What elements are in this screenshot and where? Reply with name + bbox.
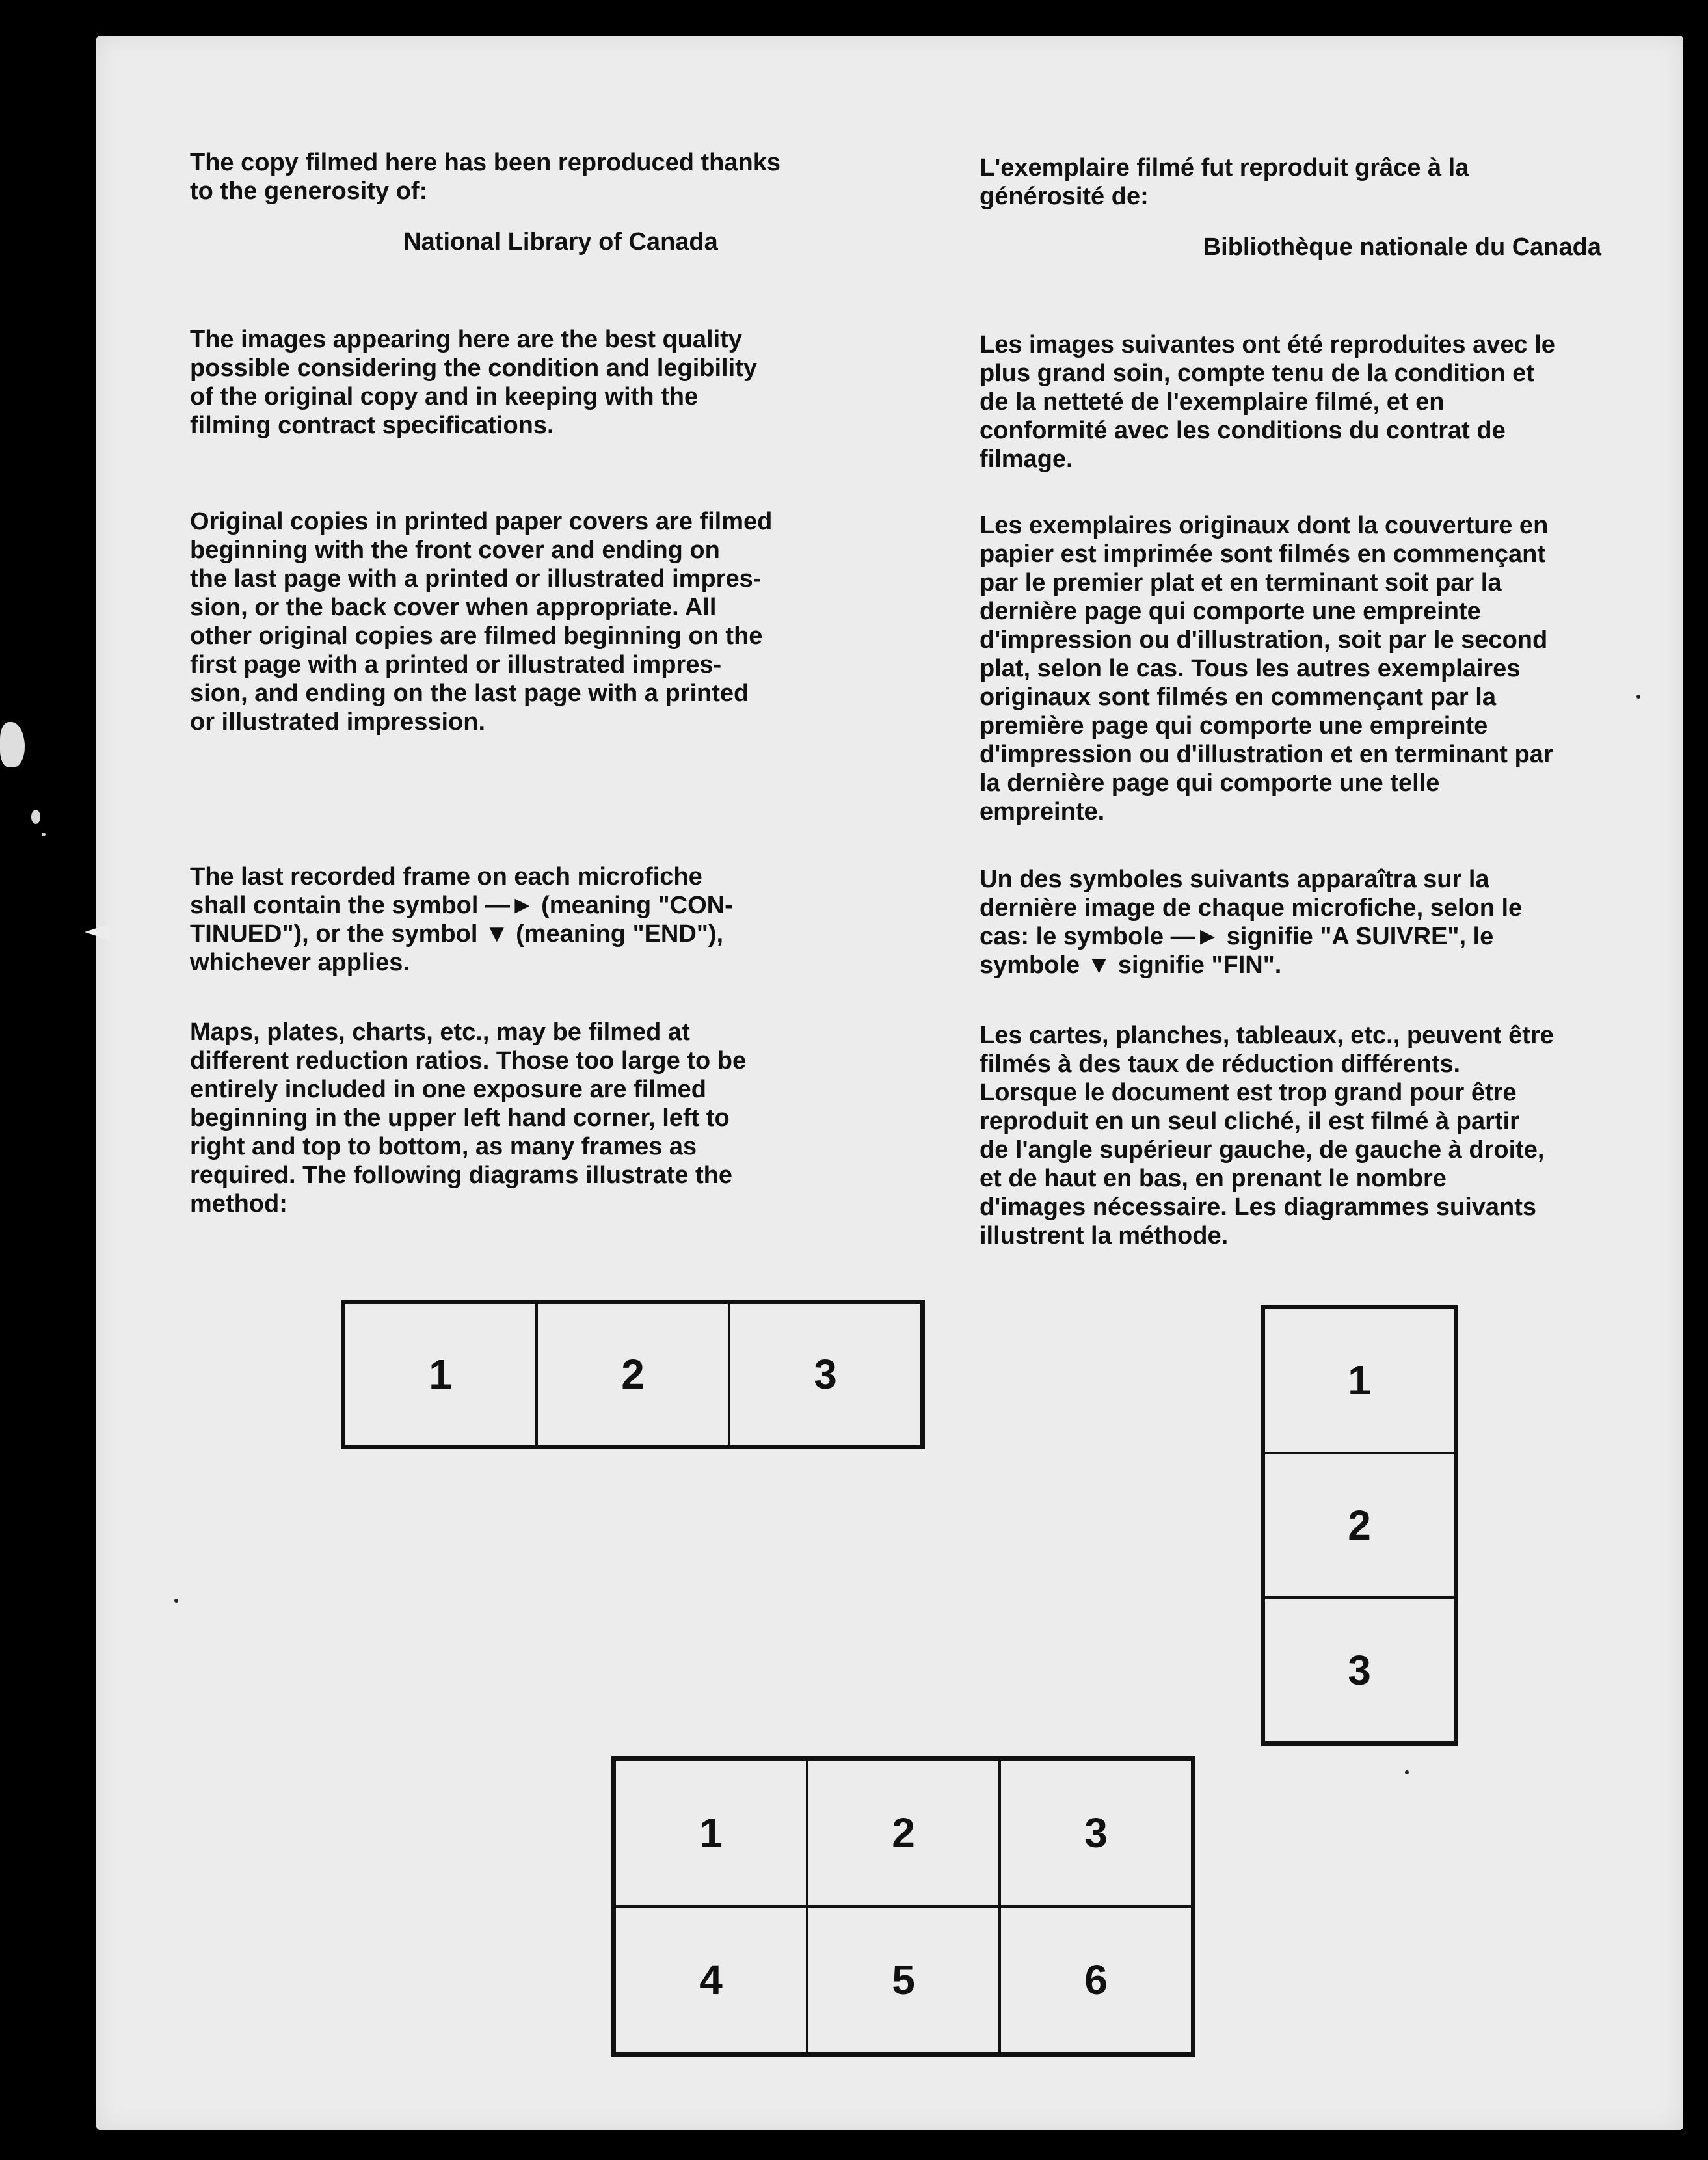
right-institution-name: Bibliothèque nationale du Canada <box>1203 233 1601 261</box>
diagram-cell: 3 <box>1000 1759 1192 1906</box>
vertical-frame-diagram <box>1261 1305 1458 1746</box>
diagram-cell: 3 <box>1264 1597 1455 1742</box>
horizontal-frame-diagram <box>341 1300 925 1449</box>
left-quality-text: The images appearing here are the best quality possible considering the condition and legibility of the original copy and in keeping with the filming contract specifications. <box>190 326 757 439</box>
right-last-frame-text: Un des symboles suivants apparaîtra sur la dernière image de chaque microfiche, selon le cas: le symbole —► signifie "A SUIVRE", le symbole ▼ signifie "FIN". <box>980 866 1523 979</box>
left-original-copies-text: Original copies in printed paper covers are filmed beginning with the front cover and ending on the last page with a printed or illustrated impres- sion, or the back cover when appropriate. All other original copies are filmed beginning on the first page with a printed or illustrated impres- sion, and ending on the last page with a printed or illustrated impression. <box>190 508 773 736</box>
right-credit-text: L'exemplaire filmé fut reproduit grâce à la générosité de: <box>980 154 1469 210</box>
diagram-cell: 3 <box>729 1303 922 1446</box>
scan-artifact <box>42 833 46 836</box>
diagram-cell: 5 <box>807 1906 1000 2053</box>
diagram-cell: 4 <box>615 1906 807 2053</box>
diagram-cell: 1 <box>615 1759 807 1906</box>
left-credit-text: The copy filmed here has been reproduced thanks to the generosity of: <box>190 149 781 205</box>
diagram-cell: 1 <box>344 1303 537 1446</box>
scan-artifact <box>0 722 25 767</box>
diagram-cell: 2 <box>807 1759 1000 1906</box>
scan-artifact <box>31 810 40 824</box>
left-maps-text: Maps, plates, charts, etc., may be filmed at different reduction ratios. Those too large to be entirely included in one exposure are filmed beginning in the upper left hand corner, left to right and top to bottom, as many frames as required. The following diagrams illustrate the method: <box>190 1019 747 1218</box>
grid-frame-diagram <box>611 1756 1195 2057</box>
left-last-frame-text: The last recorded frame on each microfiche shall contain the symbol —► (meaning "CON- TINUED"), or the symbol ▼ (meaning "END"), whichever applies. <box>190 863 733 976</box>
diagram-cell: 6 <box>1000 1906 1192 2053</box>
left-institution-name: National Library of Canada <box>403 228 718 256</box>
right-maps-text: Les cartes, planches, tableaux, etc., peuvent être filmés à des taux de réduction différents. Lorsque le document est trop grand pour être reproduit en un seul cliché, il est filmé à partir de l'angle supérieur gauche, de gauche à droite, et de haut en bas, en prenant le nombre d'images nécessaire. Les diagrammes suivants illustrent la méthode. <box>980 1022 1554 1249</box>
right-quality-text: Les images suivantes ont été reproduites avec le plus grand soin, compte tenu de la condition et de la netteté de l'exemplaire filmé, et en conformité avec les conditions du contrat de filmage. <box>980 331 1555 473</box>
speck <box>174 1599 178 1603</box>
speck <box>1636 695 1640 699</box>
right-original-copies-text: Les exemplaires originaux dont la couverture en papier est imprimée sont filmés en commençant par le premier plat et en terminant soit par la dernière page qui comporte une empreinte d'impression ou d'illustration, soit par le second plat, selon le cas. Tous les autres exemplaires originaux sont filmés en commençant par la première page qui comporte une empreinte d'impression ou d'illustration et en terminant par la dernière page qui comporte une telle empreinte. <box>980 512 1553 825</box>
diagram-cell: 1 <box>1264 1308 1455 1453</box>
diagram-cell: 2 <box>1264 1453 1455 1598</box>
speck <box>1405 1770 1409 1774</box>
diagram-cell: 2 <box>537 1303 729 1446</box>
